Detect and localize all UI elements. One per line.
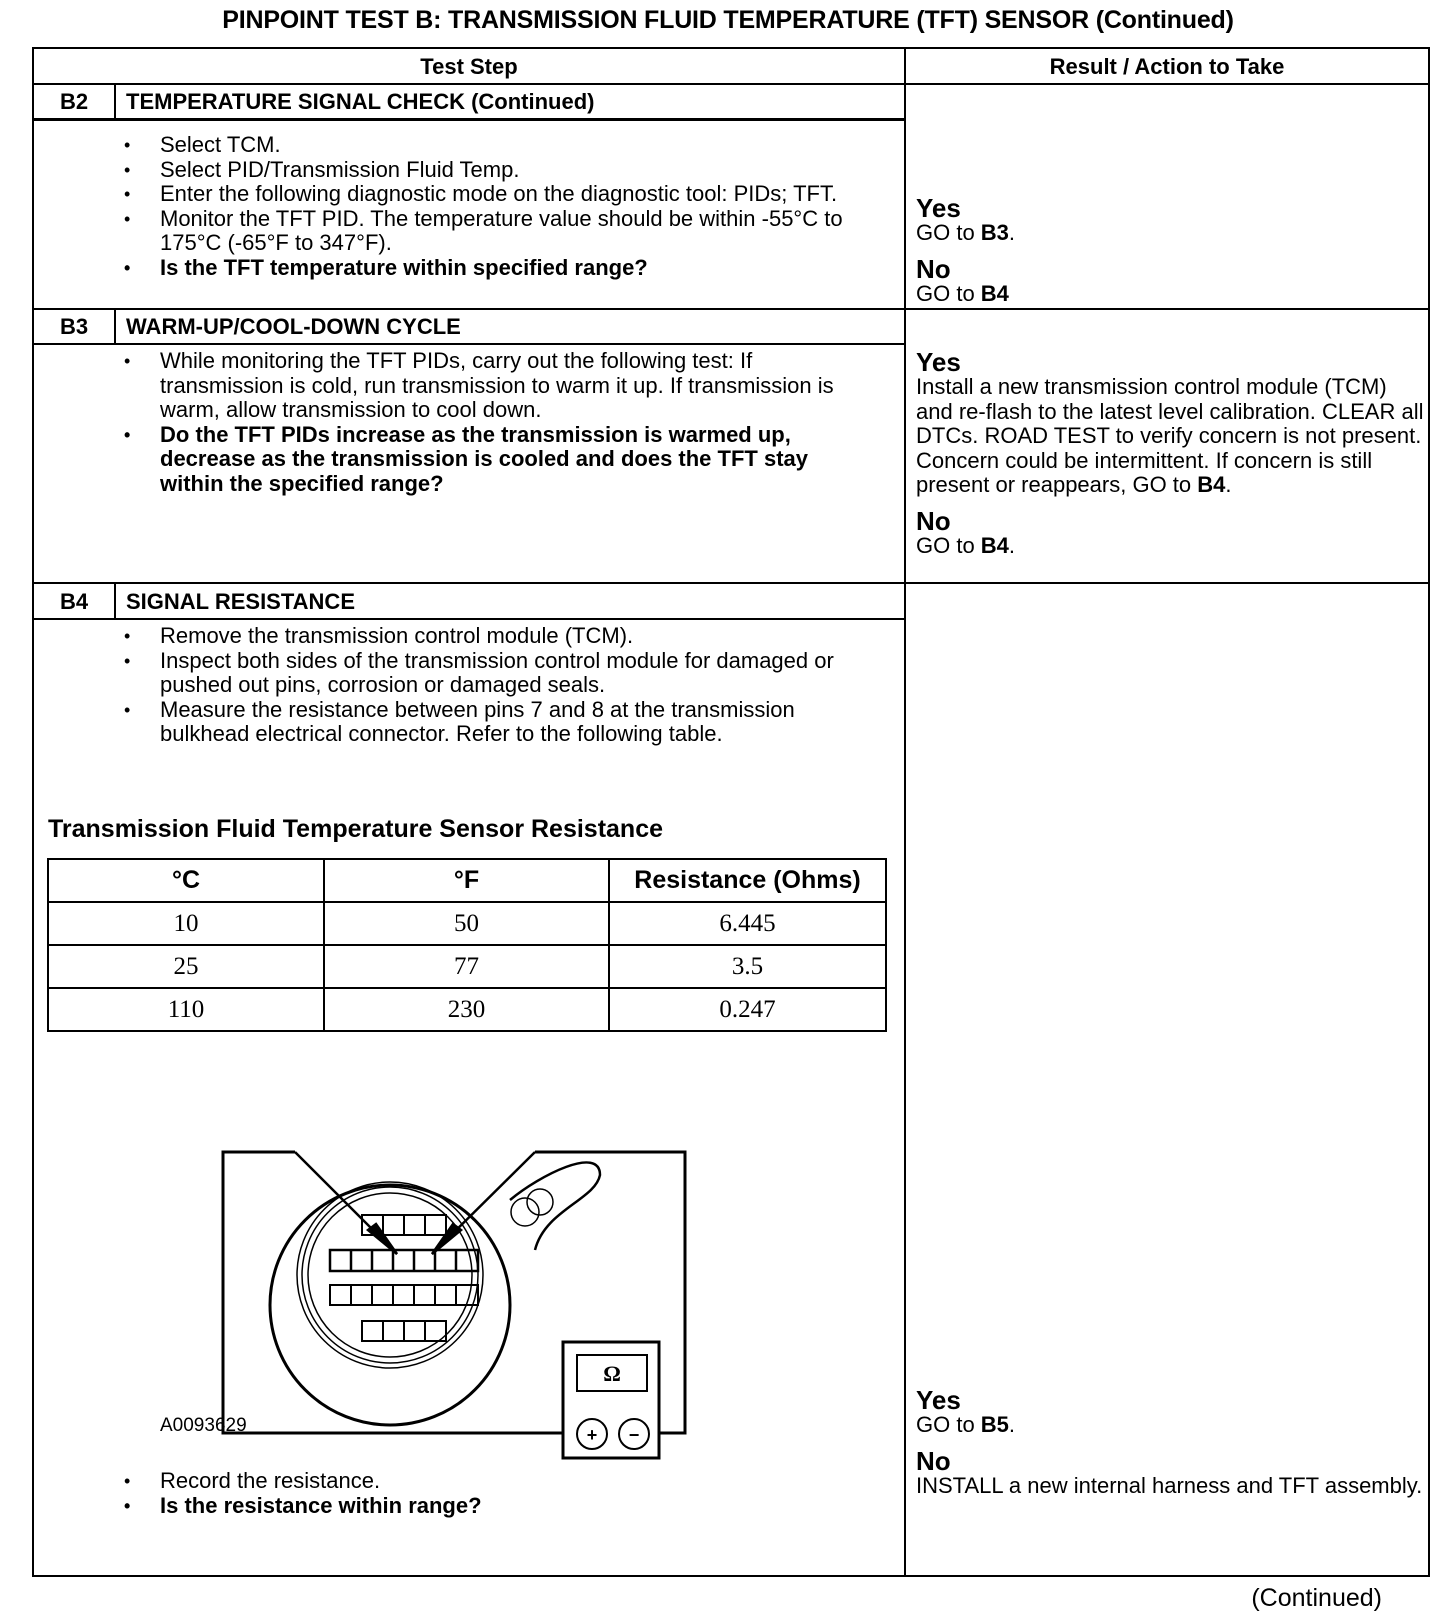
step-b3-bullets <box>122 349 842 496</box>
result-no-action: INSTALL a new internal harness and TFT assembly. <box>916 1472 1423 1498</box>
step-title-b2: TEMPERATURE SIGNAL CHECK (Continued) <box>126 89 595 114</box>
col-celsius: °C <box>48 859 324 902</box>
cell: 6.445 <box>609 902 886 945</box>
step-id-b2: B2 <box>59 89 89 114</box>
action-text: GO to <box>916 1412 981 1437</box>
pin-row-2 <box>330 1250 478 1271</box>
resistance-table-title: Transmission Fluid Temperature Sensor Resistance <box>48 815 664 843</box>
step-title-b4: SIGNAL RESISTANCE <box>126 589 355 614</box>
connector-diagram <box>200 1130 720 1460</box>
step-link-b4[interactable]: B4 <box>980 532 1009 558</box>
cell: 25 <box>48 945 324 988</box>
table-row <box>48 902 886 945</box>
action-text: Install a new transmission control module (TCM) and re-flash to the latest level calibration. CLEAR all DTCs. ROAD TEST to verify concern is not present. Concern could be intermittent. If concern is still present or reappears, GO to <box>916 374 1424 497</box>
cell: 0.247 <box>609 988 886 1031</box>
col-fahrenheit: °F <box>324 859 609 902</box>
cell: 10 <box>48 902 324 945</box>
result-yes-label: Yes <box>916 347 961 377</box>
step-title-b3: WARM-UP/COOL-DOWN CYCLE <box>126 314 461 339</box>
result-b4 <box>916 1383 1426 1498</box>
result-no-action <box>916 534 1426 559</box>
step-b4-bullets-after <box>122 1469 882 1518</box>
action-text: GO to <box>916 532 981 558</box>
figure-id: A0093629 <box>160 1415 247 1436</box>
step-link-b4[interactable]: B4 <box>1197 472 1226 497</box>
result-yes-action <box>916 375 1426 498</box>
step-title-divider <box>34 618 904 620</box>
pin-row-3 <box>330 1285 478 1305</box>
continued-label: (Continued) <box>1251 1584 1382 1612</box>
action-suffix: . <box>1008 1412 1016 1437</box>
resistance-table <box>47 858 887 1032</box>
result-yes-label: Yes <box>916 1385 961 1415</box>
cell: 50 <box>324 902 609 945</box>
step-id-divider <box>114 309 116 343</box>
bullet: • Inspect both sides of the transmission control module for damaged or pushed out pins, corrosion or damaged seals. <box>122 649 882 698</box>
cell: 77 <box>324 945 609 988</box>
bullet: • While monitoring the TFT PIDs, carry out the following test: If transmission is cold, run transmission to warm it up. If transmission is warm, allow transmission to cool down. <box>122 349 842 423</box>
action-text: GO to <box>916 280 981 306</box>
result-no-label: No <box>916 1445 951 1476</box>
bullet: • Select PID/Transmission Fluid Temp. <box>122 158 882 183</box>
step-b4-bullets <box>122 624 882 747</box>
page-title: PINPOINT TEST B: TRANSMISSION FLUID TEMPERATURE (TFT) SENSOR (Continued) <box>222 6 1234 34</box>
step-title-divider <box>34 118 904 121</box>
cell: 230 <box>324 988 609 1031</box>
action-suffix: . <box>1008 532 1016 558</box>
action-text: GO to <box>916 220 981 245</box>
pin-row-bottom <box>362 1321 446 1341</box>
step-title-divider <box>34 343 904 345</box>
action-suffix: . <box>1225 472 1232 497</box>
result-b2 <box>916 191 1421 306</box>
result-no-action <box>916 282 1421 307</box>
bullet: • Enter the following diagnostic mode on the diagnostic tool: PIDs; TFT. <box>122 182 882 207</box>
step-id-divider <box>114 583 116 618</box>
step-id-b4: B4 <box>59 589 89 614</box>
minus-label: − <box>628 1425 640 1445</box>
result-no-label: No <box>916 253 951 284</box>
step-link-b3[interactable]: B3 <box>980 220 1009 245</box>
result-yes-label: Yes <box>916 193 961 223</box>
step-b2-bullets <box>122 133 882 280</box>
cell: 110 <box>48 988 324 1031</box>
result-no-label: No <box>916 505 951 536</box>
table-row <box>48 988 886 1031</box>
bullet-question: • Do the TFT PIDs increase as the transmission is warmed up, decrease as the transmission is cooled and does the TFT stay within the specified range? <box>122 423 842 497</box>
bullet-question: • Is the resistance within range? <box>122 1494 882 1519</box>
header-divider <box>34 83 1428 85</box>
step-link-b5[interactable]: B5 <box>980 1412 1009 1437</box>
step-link-b4[interactable]: B4 <box>980 280 1009 306</box>
result-b3 <box>916 345 1426 558</box>
header-result: Result / Action to Take <box>1049 54 1285 79</box>
result-yes-action <box>916 221 1421 246</box>
bullet: • Measure the resistance between pins 7 and 8 at the transmission bulkhead electrical connector. Refer to the following table. <box>122 698 882 747</box>
step-id-b3: B3 <box>59 314 89 339</box>
table-row <box>48 945 886 988</box>
bullet: • Select TCM. <box>122 133 882 158</box>
column-divider <box>904 49 906 1575</box>
cell: 3.5 <box>609 945 886 988</box>
col-resistance: Resistance (Ohms) <box>609 859 886 902</box>
result-yes-action <box>916 1413 1426 1438</box>
plus-label: + <box>586 1425 598 1445</box>
row-divider <box>34 308 1428 310</box>
bullet: • Record the resistance. <box>122 1469 882 1494</box>
bullet: • Monitor the TFT PID. The temperature value should be within -55°C to 175°C (-65°F to 347°F). <box>122 207 882 256</box>
action-suffix: . <box>1008 220 1016 245</box>
bullet-question: • Is the TFT temperature within specified range? <box>122 256 882 281</box>
ohm-symbol-icon: Ω <box>603 1361 621 1386</box>
ohmmeter <box>563 1342 659 1458</box>
bullet: • Remove the transmission control module (TCM). <box>122 624 882 649</box>
step-id-divider <box>114 83 116 119</box>
row-divider <box>34 582 1428 584</box>
header-test-step: Test Step <box>420 54 518 79</box>
table-header-row <box>48 859 886 902</box>
